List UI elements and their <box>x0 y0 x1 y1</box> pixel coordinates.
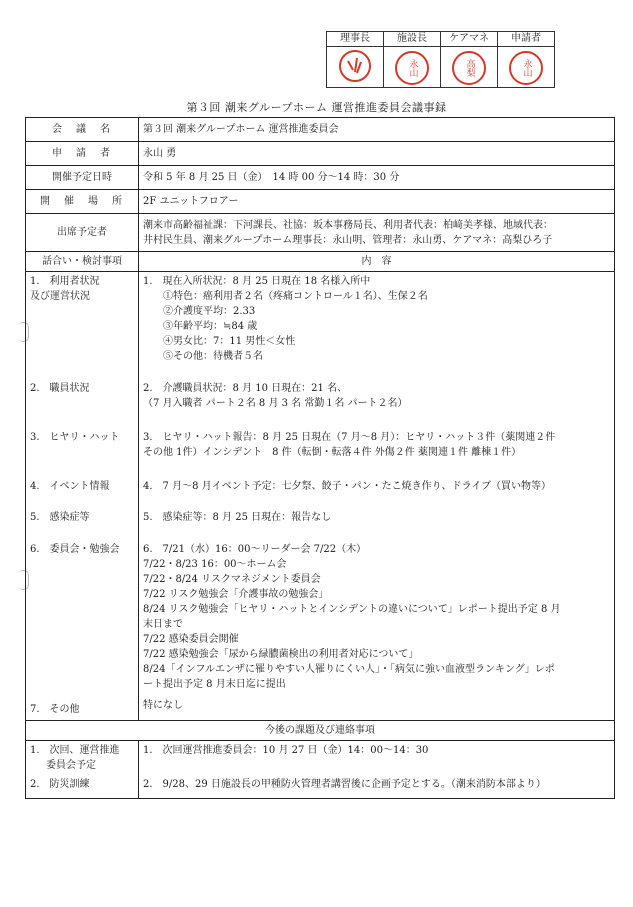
applicant-label: 申 請 者 <box>26 142 139 166</box>
detail-line: 7/22 感染委員会開催 <box>143 634 239 645</box>
meeting-name-value: 第３回 潮来グループホーム 運営推進委員会 <box>139 118 615 142</box>
detail-line: （7 月入職者 パート２名 8 月 3 名 常勤１名 パート２名） <box>143 398 408 409</box>
topic-item: 及び運営状況 <box>30 291 90 302</box>
detail-line: 7/22・8/24 リスクマネジメント委員会 <box>143 574 321 585</box>
detail-line: ③年齢平均：≒84 歳 <box>163 321 258 332</box>
topic-item: 6. 委員会・勉強会 <box>30 544 120 555</box>
detail-line: 6. 7/21（水）16：00～リーダー会 7/22（木） <box>143 544 367 555</box>
stamp-cell-chairman <box>327 47 384 88</box>
attendees-value <box>139 214 615 252</box>
detail-line: ート提出予定 8 月末日迄に提出 <box>143 679 286 690</box>
detail-line: 8/24 リスク勉強会「ヒヤリ・ハットとインシデントの違いについて」レポート提出予定 8 月 <box>143 604 561 615</box>
detail-line: 7/22 リスク勉強会「介護事故の勉強会」 <box>143 589 329 600</box>
date-value: 令和 5 年 8 月 25 日（金） 14 時 00 分～14 時：30 分 <box>139 166 615 190</box>
seal-stamp: 高梨 <box>452 51 486 85</box>
future-topic-item: 委員会予定 <box>46 760 96 771</box>
stamp-cell-director <box>384 47 441 88</box>
place-label: 開 催 場 所 <box>26 190 139 214</box>
detail-line: 1. 現在入所状況：8 月 25 日現在 18 名様入所中 <box>143 276 371 287</box>
topic-item: 7. その他 <box>30 704 80 715</box>
detail-line: ①特色：癌利用者２名（疼痛コントロール１名）、生保２名 <box>163 291 428 302</box>
date-label: 開催予定日時 <box>26 166 139 190</box>
stamp-header-caremanager: ケアマネ <box>441 32 498 47</box>
topic-item: 5. 感染症等 <box>30 512 90 523</box>
detail-line: 4. 7 月～8 月イベント予定：七夕祭、餃子・パン・たこ焼き作り、ドライブ（買い物等） <box>143 481 552 492</box>
topics-column <box>26 272 139 721</box>
approval-stamp-box <box>326 31 555 88</box>
stamp-header-applicant: 申請者 <box>498 32 555 47</box>
topic-item: 2. 職員状況 <box>30 383 90 394</box>
future-details-column <box>139 741 615 799</box>
document-title: 第３回 潮来グループホーム 運営推進委員会議事録 <box>186 101 447 114</box>
attendees-line: 潮来市高齢福祉課：下河課長、社協：坂本事務局長、利用者代表：柏﨑美孝様、地域代表： <box>143 219 553 231</box>
seal-stamp: 永山 <box>509 51 543 85</box>
topic-item: 3. ヒヤリ・ハット <box>30 432 120 443</box>
detail-line: 7/22 感染勉強会「尿から緑膿菌検出の利用者対応について」 <box>143 649 419 660</box>
detail-line: ④男女比：7：11 男性＜女性 <box>163 336 296 347</box>
future-issues-header: 今後の課題及び連絡事項 <box>26 721 615 741</box>
future-detail-line: 2. 9/28、29 日施設長の甲種防火管理者講習後に企画予定とする。（潮来消防本部より） <box>143 779 546 790</box>
attendees-line: 井村民生員、潮来グループホーム理事長：永山明、管理者：永山勇、ケアマネ：高梨ひろ子 <box>143 234 553 246</box>
detail-line: 5. 感染症等：8 月 25 日現在：報告なし <box>143 512 332 523</box>
detail-line: 2. 介護職員状況：8 月 10 日現在：21 名、 <box>143 383 348 394</box>
seal-stamp-icon <box>337 48 373 84</box>
minutes-table <box>25 117 615 799</box>
future-topic-item: 2. 防災訓練 <box>30 779 90 790</box>
topic-item: 1. 利用者状況 <box>30 276 100 287</box>
future-detail-line: 1. 次回運営推進委員会：10 月 27 日（金）14：00～14：30 <box>143 745 429 756</box>
future-topic-item: 1. 次回、運営推進 <box>30 745 120 756</box>
seal-stamp: 永山 <box>395 51 429 85</box>
topic-item: 4. イベント情報 <box>30 481 110 492</box>
detail-line: ⑤その他：待機者５名 <box>163 351 263 362</box>
detail-line: 7/22・8/23 16：00～ホーム会 <box>143 559 287 570</box>
details-column <box>139 272 615 721</box>
stamp-cell-caremanager <box>441 47 498 88</box>
applicant-value: 永山 勇 <box>139 142 615 166</box>
discussion-content-header: 内 容 <box>139 252 615 272</box>
detail-line: 特になし <box>143 700 183 711</box>
detail-line: 3. ヒヤリ・ハット報告：8 月 25 日現在（7 月～8 月）：ヒヤリ・ハット３件（薬関連２件 <box>143 432 556 443</box>
stamp-header-chairman: 理事長 <box>327 32 384 47</box>
detail-line: ②介護度平均：2.33 <box>163 306 256 317</box>
detail-line: 末日まで <box>143 619 183 630</box>
meeting-name-label: 会 議 名 <box>26 118 139 142</box>
attendees-label: 出席予定者 <box>26 214 139 252</box>
stamp-header-director: 施設長 <box>384 32 441 47</box>
discussion-topics-header: 話合い・検討事項 <box>26 252 139 272</box>
detail-line: その他 1件）インシデント 8 件（転倒・転落４件 外傷２件 薬関連１件 離棟１件） <box>143 447 522 458</box>
detail-line: 8/24「インフルエンザに罹りやすい人罹りにくい人」・「病気に強い血液型ランキング」レポ <box>143 664 555 675</box>
future-topics-column <box>26 741 139 799</box>
place-value: 2F ユニットフロアー <box>139 190 615 214</box>
stamp-cell-applicant <box>498 47 555 88</box>
